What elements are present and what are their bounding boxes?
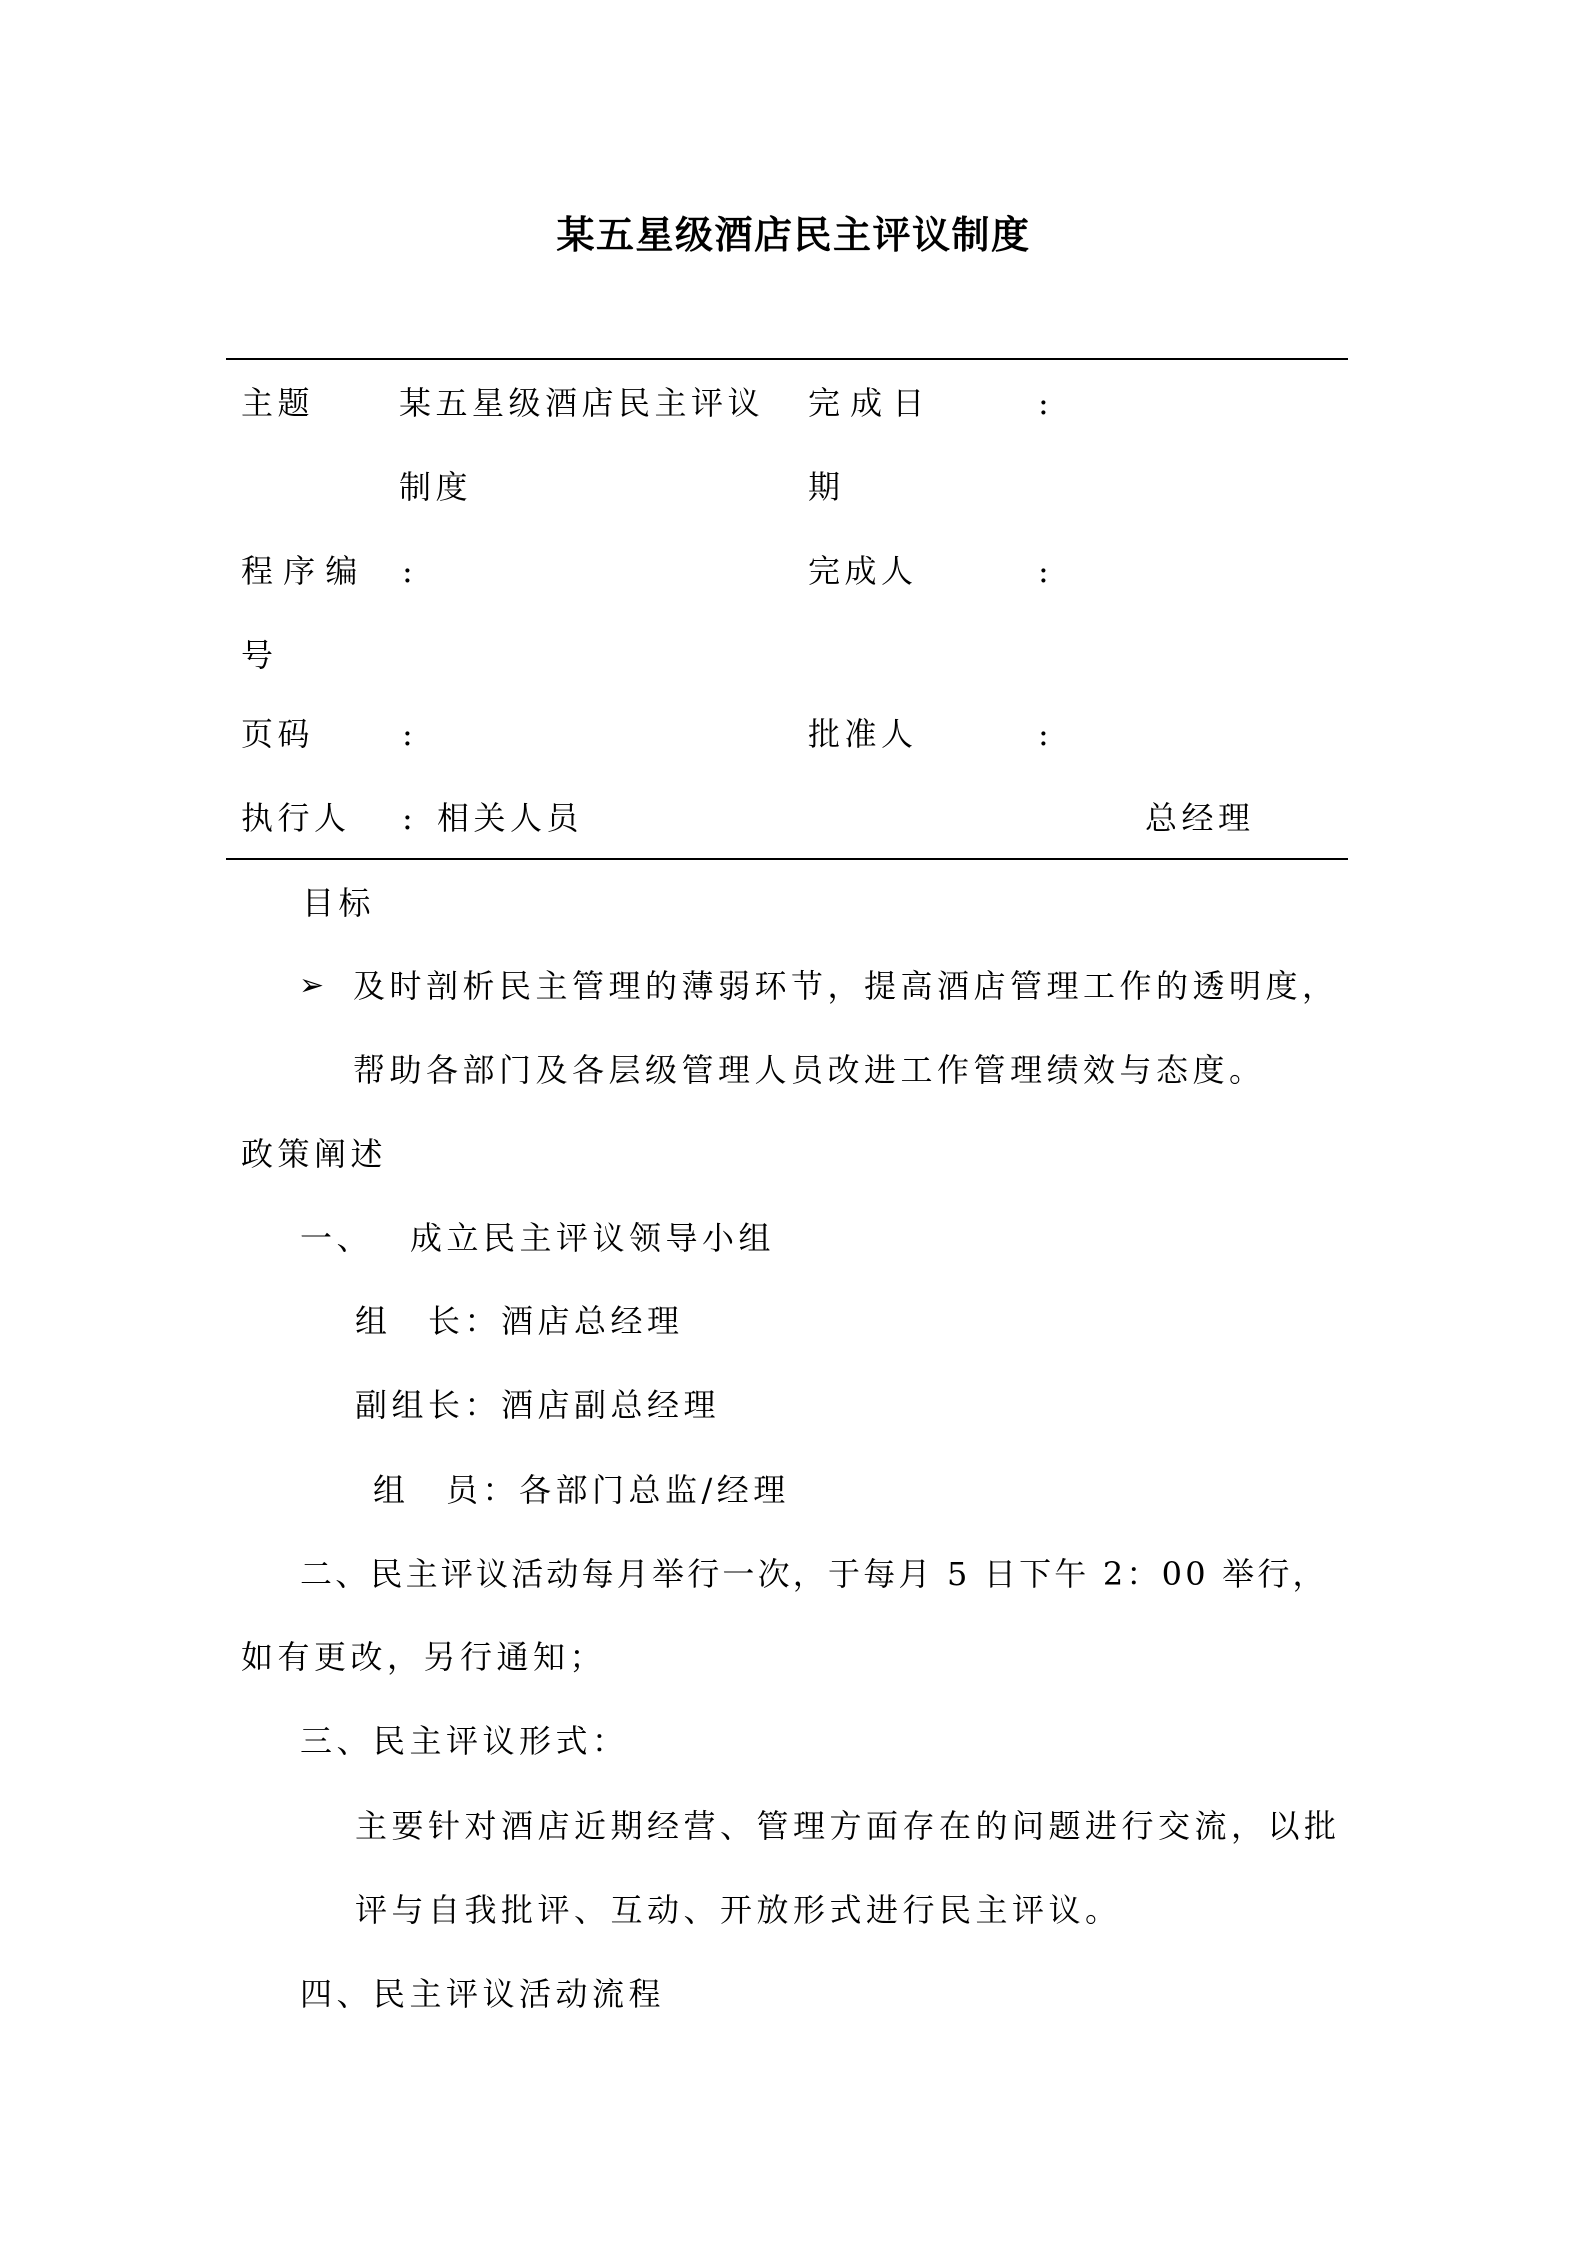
approver-colon: :: [1038, 715, 1054, 753]
program-number-colon: :: [402, 552, 418, 590]
executor-colon: :: [402, 799, 418, 837]
completed-by-colon: :: [1038, 552, 1054, 590]
section1-number: 一、: [300, 1219, 374, 1257]
completion-date-label: 完 成 日: [808, 384, 925, 422]
page-number-label: 页码: [241, 715, 315, 753]
deputy-group-leader: 副组长：酒店副总经理: [355, 1386, 721, 1424]
section2-line2: 如有更改，另行通知；: [241, 1638, 607, 1676]
approver-value: 总经理: [1145, 799, 1255, 837]
objective-bullet-line2: 帮助各部门及各层级管理人员改进工作管理绩效与态度。: [353, 1051, 1266, 1089]
section1-title: 成立民主评议领导小组: [410, 1219, 776, 1257]
arrow-bullet-icon: ➢: [299, 968, 325, 1003]
completed-by-label: 完成人: [808, 552, 918, 590]
approver-label: 批准人: [808, 715, 918, 753]
table-bottom-rule: [226, 858, 1348, 860]
table-top-rule: [226, 358, 1348, 360]
completion-date-colon: :: [1038, 384, 1054, 422]
executor-label: 执行人: [241, 799, 351, 837]
page-number-colon: :: [402, 715, 418, 753]
subject-label: 主题: [241, 384, 315, 422]
executor-value: 相关人员: [437, 799, 584, 837]
objective-bullet-line1: 及时剖析民主管理的薄弱环节，提高酒店管理工作的透明度，: [353, 967, 1339, 1005]
group-leader: 组 长：酒店总经理: [355, 1302, 684, 1340]
completion-date-label-cont: 期: [808, 468, 845, 506]
section3-heading: 三、民主评议形式：: [300, 1722, 629, 1760]
section2-line1: 二、民主评议活动每月举行一次，于每月 5 日下午 2：00 举行，: [300, 1555, 1328, 1593]
document-title: 某五星级酒店民主评议制度: [556, 213, 1031, 257]
program-number-label-cont: 号: [241, 636, 278, 674]
section3-line2: 评与自我批评、互动、开放形式进行民主评议。: [355, 1891, 1122, 1929]
section4-heading: 四、民主评议活动流程: [300, 1975, 666, 2013]
objective-heading: 目标: [302, 884, 376, 922]
subject-value-cont: 制度: [399, 468, 473, 506]
section3-line1: 主要针对酒店近期经营、管理方面存在的问题进行交流，以批: [355, 1807, 1341, 1845]
subject-value: 某五星级酒店民主评议: [399, 384, 765, 422]
policy-heading: 政策阐述: [241, 1135, 388, 1173]
program-number-label: 程 序 编: [241, 552, 358, 590]
group-members: 组 员：各部门总监/经理: [373, 1471, 790, 1509]
